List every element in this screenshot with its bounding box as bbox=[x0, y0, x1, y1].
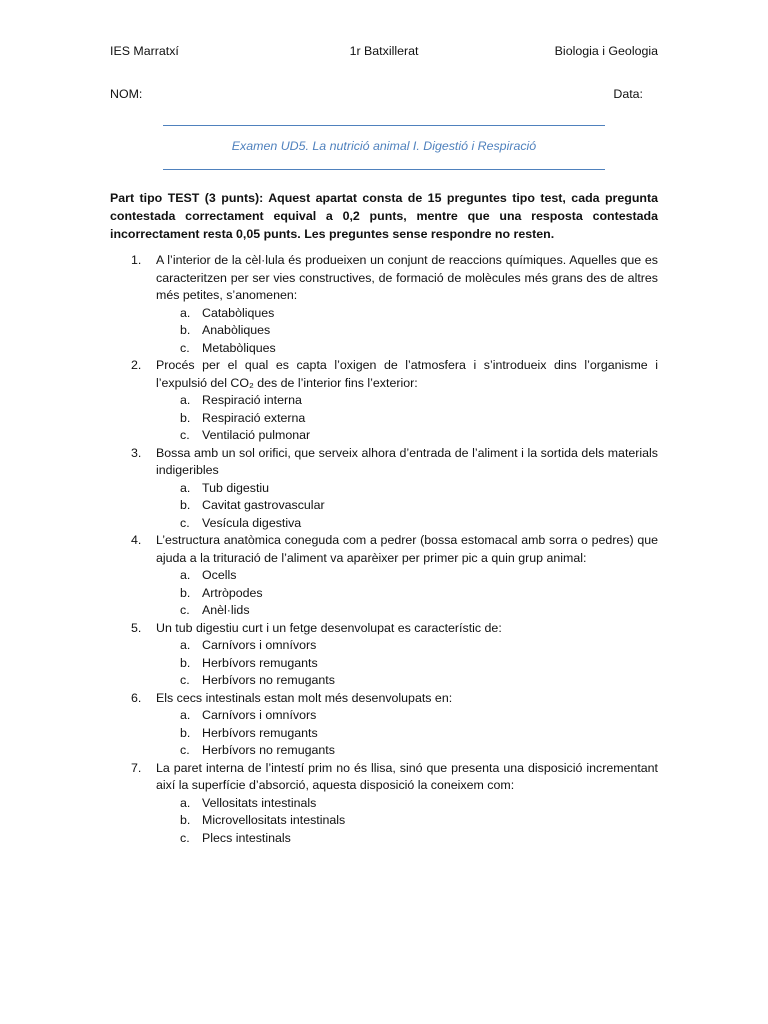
option-letter: b. bbox=[180, 323, 191, 337]
question-2 bbox=[110, 357, 658, 445]
option-c bbox=[156, 515, 658, 533]
option-letter: b. bbox=[180, 410, 191, 425]
question-number: 5. bbox=[131, 620, 142, 635]
option-letter: b. bbox=[180, 498, 191, 512]
option-text: Ventilació pulmonar bbox=[202, 428, 311, 442]
option-b bbox=[156, 585, 658, 603]
question-text: La paret interna de l’intestí prim no és llisa, sinó que presenta una disposició incrementant així la superfície d’absorció, aquesta disposició la coneixem com: bbox=[156, 760, 658, 792]
option-text: Plecs intestinals bbox=[202, 830, 291, 845]
option-text: Tub digestiu bbox=[202, 480, 270, 495]
option-letter: a. bbox=[180, 305, 191, 320]
option-list bbox=[156, 707, 658, 760]
question-4 bbox=[110, 532, 658, 620]
option-letter: a. bbox=[180, 393, 191, 407]
question-list bbox=[110, 252, 658, 847]
option-letter: c. bbox=[180, 830, 190, 845]
option-letter: b. bbox=[180, 725, 191, 740]
option-text: Herbívors no remugants bbox=[202, 743, 335, 757]
option-letter: c. bbox=[180, 340, 190, 355]
option-text: Vellositats intestinals bbox=[202, 795, 317, 810]
option-c bbox=[156, 427, 658, 445]
option-letter: b. bbox=[180, 585, 191, 600]
option-text: Metabòliques bbox=[202, 340, 276, 355]
option-a bbox=[156, 392, 658, 410]
option-text: Herbívors no remugants bbox=[202, 673, 335, 687]
question-text: Bossa amb un sol orifici, que serveix alhora d’entrada de l’aliment i la sortida dels materials indigeribles bbox=[156, 445, 658, 477]
option-c bbox=[156, 830, 658, 848]
option-a bbox=[156, 795, 658, 813]
option-c bbox=[156, 742, 658, 760]
question-number: 6. bbox=[131, 690, 142, 705]
date-label: Data: bbox=[613, 87, 643, 101]
question-text: A l’interior de la cèl·lula és produeixen un conjunt de reaccions químiques. Aquelles que es caracteritzen per ser vies constructives, de formació de molècules més grans des de altres més petites, s’anomenen: bbox=[156, 253, 658, 302]
question-5 bbox=[110, 620, 658, 690]
option-letter: c. bbox=[180, 673, 190, 687]
option-letter: c. bbox=[180, 603, 190, 617]
option-b bbox=[156, 655, 658, 673]
question-text: Un tub digestiu curt i un fetge desenvolupat es característic de: bbox=[156, 620, 502, 635]
subject-name: Biologia i Geologia bbox=[554, 44, 658, 58]
option-letter: a. bbox=[180, 795, 191, 810]
option-text: Microvellositats intestinals bbox=[202, 813, 346, 827]
option-text: Vesícula digestiva bbox=[202, 515, 302, 530]
option-text: Anèl·lids bbox=[202, 603, 250, 617]
option-b bbox=[156, 725, 658, 743]
question-number: 4. bbox=[131, 533, 142, 547]
question-number: 7. bbox=[131, 760, 142, 775]
option-list bbox=[156, 392, 658, 445]
option-letter: b. bbox=[180, 813, 191, 827]
option-letter: a. bbox=[180, 568, 191, 582]
question-text: L’estructura anatòmica coneguda com a pedrer (bossa estomacal amb sorra o pedres) que ajuda a la trituració de l’aliment va aparèixer per primer pic a quin grup animal: bbox=[156, 533, 658, 565]
option-text: Anabòliques bbox=[202, 323, 271, 337]
option-letter: c. bbox=[180, 428, 190, 442]
question-6 bbox=[110, 690, 658, 760]
name-label: NOM: bbox=[110, 87, 143, 101]
question-7 bbox=[110, 760, 658, 848]
option-text: Cavitat gastrovascular bbox=[202, 498, 325, 512]
option-a bbox=[156, 305, 658, 323]
question-3 bbox=[110, 445, 658, 533]
option-a bbox=[156, 707, 658, 725]
option-a bbox=[156, 637, 658, 655]
option-text: Carnívors i omnívors bbox=[202, 708, 317, 722]
course-name: 1r Batxillerat bbox=[349, 44, 419, 58]
exam-title-block bbox=[163, 125, 605, 170]
school-name: IES Marratxí bbox=[110, 44, 179, 58]
option-letter: c. bbox=[180, 743, 190, 757]
option-c bbox=[156, 602, 658, 620]
option-c bbox=[156, 672, 658, 690]
option-b bbox=[156, 322, 658, 340]
test-instructions: Part tipo TEST (3 punts): Aquest apartat consta de 15 preguntes tipo test, cada pregunta contestada correctament equival a 0,2 punts, mentre que una resposta contestada incorrectament resta 0,05 punts. Les preguntes sense respondre no resten. bbox=[110, 191, 658, 241]
option-text: Herbívors remugants bbox=[202, 725, 318, 740]
option-b bbox=[156, 497, 658, 515]
question-number: 3. bbox=[131, 445, 142, 460]
option-text: Artròpodes bbox=[202, 585, 263, 600]
option-a bbox=[156, 567, 658, 585]
option-a bbox=[156, 480, 658, 498]
option-list bbox=[156, 795, 658, 848]
option-text: Respiració interna bbox=[202, 393, 302, 407]
question-number: 1. bbox=[131, 253, 142, 267]
question-number: 2. bbox=[131, 358, 142, 372]
option-list bbox=[156, 637, 658, 690]
option-text: Herbívors remugants bbox=[202, 655, 318, 670]
option-b bbox=[156, 812, 658, 830]
option-text: Catabòliques bbox=[202, 305, 275, 320]
exam-title: Examen UD5. La nutrició animal I. Digestió i Respiració bbox=[231, 139, 537, 153]
option-letter: a. bbox=[180, 708, 191, 722]
option-b bbox=[156, 410, 658, 428]
option-text: Carnívors i omnívors bbox=[202, 638, 317, 652]
option-letter: b. bbox=[180, 655, 191, 670]
option-letter: a. bbox=[180, 638, 191, 652]
option-letter: c. bbox=[180, 515, 190, 530]
option-text: Ocells bbox=[202, 568, 237, 582]
option-list bbox=[156, 305, 658, 358]
option-c bbox=[156, 340, 658, 358]
option-text: Respiració externa bbox=[202, 410, 306, 425]
question-1 bbox=[110, 252, 658, 357]
option-letter: a. bbox=[180, 480, 191, 495]
question-text: Procés per el qual es capta l’oxigen de l’atmosfera i s’introdueix dins l’organisme i l’expulsió del CO₂ des de l’interior fins l’exterior: bbox=[156, 358, 658, 390]
option-list bbox=[156, 480, 658, 533]
option-list bbox=[156, 567, 658, 620]
question-text: Els cecs intestinals estan molt més desenvolupats en: bbox=[156, 690, 453, 705]
